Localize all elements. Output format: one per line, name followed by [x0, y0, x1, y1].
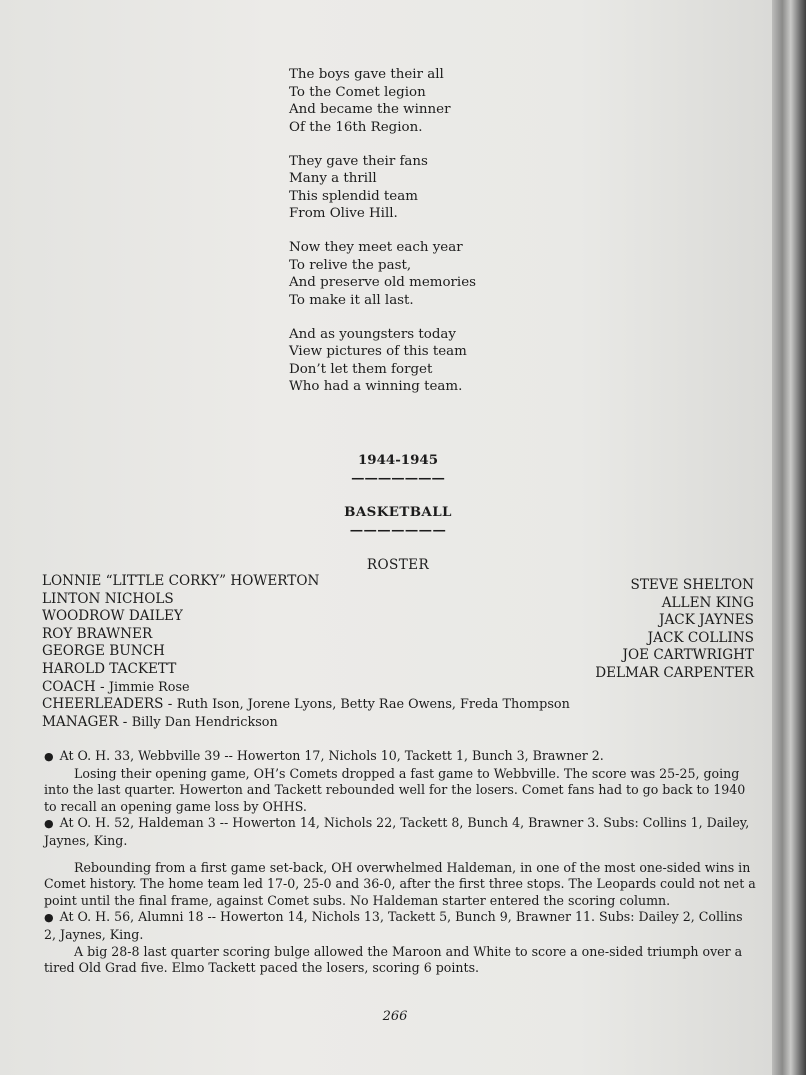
coach-label: COACH — [42, 678, 96, 695]
poem-stanza — [289, 153, 476, 223]
game-result-line — [44, 748, 756, 766]
game-recap: A big 28-8 last quarter scoring bulge allowed the Maroon and White to score a one-sided triumph over a tired Old Grad five. Elmo Tackett paced the losers, scoring 6 points. — [44, 943, 743, 976]
poem-stanza — [289, 326, 476, 396]
game-recap: Rebounding from a first game set-back, OH overwhelmed Haldeman, in one of the most one-sided wins in Comet history. The home team led 17-0, 25-0 and 36-0, after the first three stops. The Leopards could not net a point until the final frame, against Comet subs. No Haldeman starter entered the scoring column. — [44, 859, 756, 908]
manager-line: MANAGER - Billy Dan Hendrickson — [42, 713, 278, 730]
cheerleaders-line: CHEERLEADERS - Ruth Ison, Jorene Lyons, Betty Rae Owens, Freda Thompson — [42, 696, 570, 713]
player-name: JOE CARTWRIGHT — [622, 647, 754, 664]
cheerleaders-names: Ruth Ison, Jorene Lyons, Betty Rae Owens, Freda Thompson — [176, 697, 570, 713]
poem — [289, 66, 476, 412]
poem-line: Don’t let them forget — [289, 361, 433, 377]
season-rule: ——————— — [351, 470, 445, 486]
player-name: JACK JAYNES — [659, 612, 754, 629]
player-name: HAROLD TACKETT — [42, 660, 177, 677]
season-title: 1944-1945 — [357, 452, 439, 468]
poem-line: And preserve old memories — [289, 275, 476, 290]
game-results — [44, 748, 756, 977]
game-score: At O. H. 56, Alumni 18 -- Howerton 14, Nichols 13, Tackett 5, Bunch 9, Brawner 11. Subs: Dailey 2, Collins 2, Jaynes, King. — [44, 909, 743, 942]
season-heading — [0, 451, 772, 487]
player-name: LONNIE “LITTLE CORKY” HOWERTON — [42, 573, 320, 589]
book-binding — [772, 0, 806, 1075]
poem-stanza — [289, 66, 476, 136]
game-score: At O. H. 33, Webbville 39 -- Howerton 17, Nichols 10, Tackett 1, Bunch 3, Brawner 2. — [59, 748, 604, 763]
sport-heading — [0, 503, 772, 539]
manager-name: Billy Dan Hendrickson — [131, 714, 278, 730]
game-result-line — [44, 815, 756, 849]
player-name: ALLEN KING — [661, 594, 754, 611]
player-name: DELMAR CARPENTER — [595, 664, 754, 681]
player-name: LINTON NICHOLS — [42, 590, 174, 607]
poem-line: The boys gave their all — [289, 67, 444, 82]
sport-rule: ——————— — [349, 522, 447, 538]
sport-title: BASKETBALL — [344, 504, 452, 520]
poem-line: From Olive Hill. — [289, 206, 398, 221]
poem-line: Of the 16th Region. — [289, 119, 423, 135]
poem-line: This splendid team — [289, 188, 418, 204]
game-recap: Losing their opening game, OH’s Comets dropped a fast game to Webbville. The score was 25-25, going into the last quarter. Howerton and Tackett rebounded well for the losers. Comet fans had to go back to 1940 to recall an opening game loss by OHHS. — [44, 765, 746, 814]
poem-line: Who had a winning team. — [289, 379, 463, 394]
manager-label: MANAGER — [42, 713, 119, 730]
coach-name: Jimmie Rose — [108, 679, 190, 695]
bullet-icon: ● — [44, 911, 54, 925]
poem-line: To relive the past, — [289, 257, 412, 273]
roster-right — [595, 577, 754, 683]
player-name: GEORGE BUNCH — [42, 643, 165, 660]
poem-line: To make it all last. — [289, 292, 414, 308]
poem-line: Now they meet each year — [289, 240, 463, 255]
cheerleaders-label: CHEERLEADERS — [42, 696, 164, 713]
poem-line: And became the winner — [289, 102, 451, 117]
poem-line: And as youngsters today — [289, 326, 456, 342]
poem-line: To the Comet legion — [289, 84, 426, 100]
player-name: WOODROW DAILEY — [42, 608, 183, 625]
player-name: STEVE SHELTON — [630, 577, 754, 593]
poem-line: View pictures of this team — [289, 344, 467, 359]
bullet-icon: ● — [44, 750, 54, 763]
player-name: JACK COLLINS — [647, 629, 754, 646]
roster-title: ROSTER — [366, 557, 430, 573]
roster-left — [42, 573, 570, 731]
player-name: ROY BRAWNER — [42, 625, 153, 642]
poem-line: They gave their fans — [289, 153, 428, 169]
bullet-icon: ● — [44, 817, 54, 831]
game-score: At O. H. 52, Haldeman 3 -- Howerton 14, Nichols 22, Tackett 8, Bunch 4, Brawner 3. Subs: Collins 1, Dailey, Jaynes, King. — [44, 815, 750, 848]
game-result-line — [44, 909, 756, 943]
page-number: 266 — [382, 1009, 408, 1024]
poem-line: Many a thrill — [289, 171, 377, 186]
coach-line: COACH - Jimmie Rose — [42, 678, 190, 695]
poem-stanza — [289, 239, 476, 309]
